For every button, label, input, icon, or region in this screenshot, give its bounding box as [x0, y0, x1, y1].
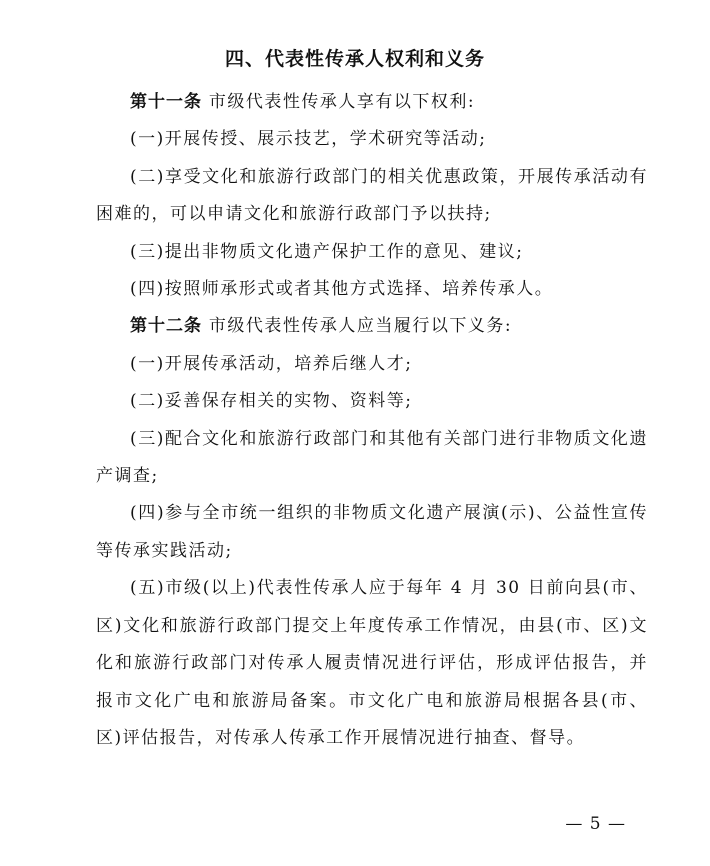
page-number: — 5 — [565, 814, 626, 834]
article-11-item-2: (二)享受文化和旅游行政部门的相关优惠政策，开展传承活动有困难的，可以申请文化和旅游行政部门予以扶持; [96, 166, 648, 225]
article-12-item-5: (五)市级(以上)代表性传承人应于每年 4 月 30 日前向县(市、区)文化和旅游行政部门提交上年度传承工作情况，由县(市、区)文化和旅游行政部门对传承人履责情况进行评估，形成评估报告，并报市文化广电和旅游局备案。市文化广电和旅游局根据各县(市、区)评估报告，对传承人传承工作开展情况进行抽查、督导。 [96, 578, 648, 748]
article-12-label: 第十二条 [130, 316, 202, 337]
section-heading: 四、代表性传承人权利和义务 [224, 48, 485, 70]
article-12-intro: 市级代表性传承人应当履行以下义务: [208, 316, 513, 337]
article-11-intro: 市级代表性传承人享有以下权利: [208, 92, 476, 112]
article-12-paragraph [96, 308, 648, 345]
article-11-label: 第十一条 [130, 92, 202, 112]
article-11-item-3: (三)提出非物质文化遗产保护工作的意见、建议; [130, 241, 524, 262]
article-12-item-1: (一)开展传承活动，培养后继人才; [130, 353, 413, 374]
article-11-paragraph [96, 84, 648, 121]
article-12-item-4: (四)参与全市统一组织的非物质文化遗产展演(示)、公益性宣传等传承实践活动; [96, 503, 648, 561]
body-text [96, 84, 648, 757]
article-12-item-2: (二)妥善保存相关的实物、资料等; [130, 391, 413, 412]
article-12-item-3: (三)配合文化和旅游行政部门和其他有关部门进行非物质文化遗产调查; [96, 428, 648, 487]
article-11-item-1: (一)开展传授、展示技艺，学术研究等活动; [130, 129, 487, 150]
article-11-item-4: (四)按照师承形式或者其他方式选择、培养传承人。 [130, 279, 554, 300]
